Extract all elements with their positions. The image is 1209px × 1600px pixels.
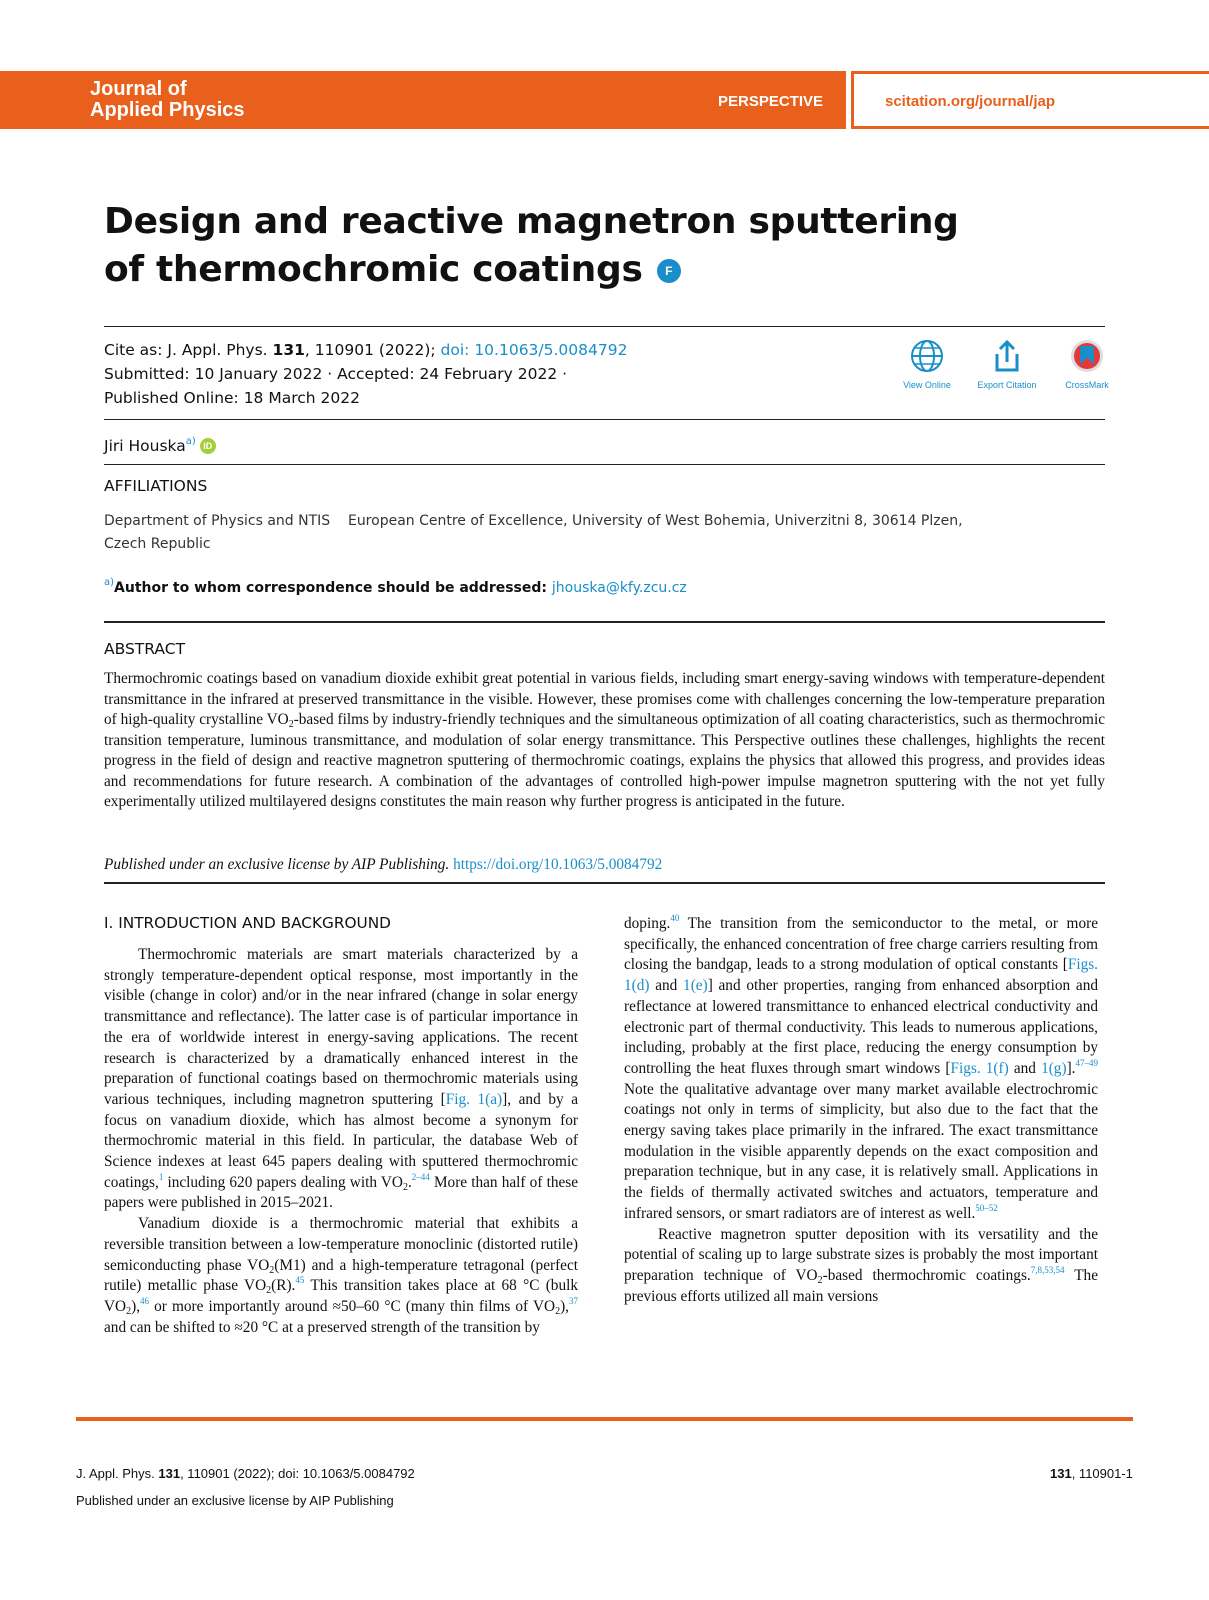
globe-icon — [909, 338, 945, 374]
affiliation-line-1: Department of Physics and NTIS European Centre of Excellence, University of West Bohemia, Univerzitni 8, 30614 Plzen, — [104, 513, 963, 529]
footer-license: Published under an exclusive license by AIP Publishing — [76, 1493, 394, 1508]
author-marker: a) — [185, 436, 196, 447]
view-online-label: View Online — [903, 380, 951, 390]
crossmark-icon — [1069, 338, 1105, 374]
affiliations-heading: AFFILIATIONS — [104, 477, 208, 495]
affiliation-line-2: Czech Republic — [104, 536, 211, 552]
author-name[interactable]: Jiri Houska — [104, 437, 186, 455]
article-title — [104, 198, 984, 294]
footer-citation: J. Appl. Phys. 131, 110901 (2022); doi: 10.1063/5.0084792 — [76, 1466, 415, 1481]
export-citation-button[interactable] — [972, 338, 1042, 390]
doi-link[interactable]: doi: 10.1063/5.0084792 — [440, 341, 628, 359]
journal-name-line1: Journal of — [90, 78, 187, 100]
journal-name-line2: Applied Physics — [90, 99, 245, 121]
article-type: PERSPECTIVE — [718, 93, 824, 110]
title-line-2: of thermochromic coatings — [104, 249, 643, 290]
divider — [104, 882, 1105, 884]
journal-site-link[interactable]: scitation.org/journal/jap — [885, 93, 1056, 110]
crossmark-button[interactable] — [1052, 338, 1122, 390]
abstract-heading: ABSTRACT — [104, 640, 186, 658]
footer-rule — [76, 1417, 1133, 1421]
crossmark-label: CrossMark — [1065, 380, 1109, 390]
citation-line: Cite as: J. Appl. Phys. 131, 110901 (2022); doi: 10.1063/5.0084792 — [104, 341, 628, 359]
page-number: 131, 110901-1 — [1050, 1466, 1133, 1481]
published-date: Published Online: 18 March 2022 — [104, 389, 360, 407]
submitted-dates: Submitted: 10 January 2022 · Accepted: 24 February 2022 · — [104, 365, 568, 383]
orcid-icon[interactable]: iD — [200, 438, 216, 454]
author-email-link[interactable]: jhouska@kfy.zcu.cz — [551, 580, 687, 596]
view-online-button[interactable] — [892, 338, 962, 390]
featured-badge-icon[interactable]: F — [657, 259, 681, 283]
divider — [104, 419, 1105, 420]
license-line: Published under an exclusive license by AIP Publishing. https://doi.org/10.1063/5.0084792 — [104, 856, 663, 873]
body-column-left: Thermochromic materials are smart materials characterized by a strongly temperature-dependent optical response, most importantly in the visible (change in color) and/or in the near infrared (change in solar energy transmittance and reflectance). The latter case is of particular importance in the era of worldwide interest in energy-saving applications. The recent research is characterized by a dramatically enhanced interest in the preparation of functional coatings based on thermochromic materials using various techniques, including magnetron sputtering [Fig. 1(a)], and by a focus on vanadium dioxide, which has almost become a synonym for thermochromic material in this field. In particular, the database Web of Science indexes at least 645 papers dealing with sputtered thermochromic coatings,$^1$ including 620 papers dealing with $VO_2.^{2-44}$ More than half of these papers were published in 2015–2021. Vanadium dioxide is a thermochromic material that exhibits a reversible transition between a low-temperature monoclinic (distorted rutile) semiconducting phase $VO_2(M1)$ and a high-temperature tetragonal (perfect rutile) metallic phase $VO_2(R).^{45}$ This transition takes place at 68 °C (bulk $VO_2),^{46}$ or more importantly around ≈50–60 °C (many thin films of $VO_2),^{37}$ and can be shifted to ≈20 °C at a preserved strength of the transition by — [104, 946, 579, 1336]
journal-logo[interactable] — [90, 79, 245, 121]
export-icon — [989, 338, 1025, 374]
divider — [104, 621, 1105, 623]
divider — [104, 326, 1105, 327]
license-doi-link[interactable]: https://doi.org/10.1063/5.0084792 — [453, 856, 663, 873]
title-line-1: Design and reactive magnetron sputtering — [104, 201, 959, 242]
author-line — [104, 434, 216, 458]
divider — [104, 464, 1105, 465]
export-citation-label: Export Citation — [977, 380, 1037, 390]
section-heading: I. INTRODUCTION AND BACKGROUND — [104, 914, 391, 932]
correspondence-note: $^{a)}$Author to whom correspondence should be addressed: jhouska@kfy.zcu.cz — [104, 577, 687, 596]
abstract-text: Thermochromic coatings based on vanadium dioxide exhibit great potential in various fields, including smart energy-saving windows with temperature-dependent transmittance in the infrared at preserved transmittance in the visible. However, these promises come with challenges concerning the low-temperature preparation of high-quality crystalline $VO_2$-based films by industry-friendly techniques and the simultaneous optimization of all coating characteristics, such as thermochromic transition temperature, luminous transmittance, and modulation of solar energy transmittance. This Perspective outlines these challenges, highlights the recent progress in the field of design and reactive magnetron sputtering of thermochromic coatings, explains the physics that allowed this progress, and provides ideas and recommendations for future research. A combination of the advantages of controlled high-power impulse magnetron sputtering with the not yet fully experimentally utilized multilayered designs constitutes the main reason why further progress is anticipated in the future. — [104, 670, 1105, 810]
body-column-right: doping.$^{40}$ The transition from the semiconductor to the metal, or more specifically, the enhanced concentration of free charge carriers resulting from closing the bandgap, leads to a strong modulation of optical constants [Figs. 1(d) and 1(e)] and other properties, ranging from enhanced absorption and reflectance at lowered transmittance to enhanced electrical conductivity and electronic part of thermal conductivity. This leads to numerous applications, including, probably at the first place, reducing the energy consumption by controlling the heat fluxes through smart windows [Figs. 1(f) and 1(g)].$^{47-49}$ Note the qualitative advantage over many market available electrochromic coatings not only in terms of simplicity, but also due to the fact that the energy saving takes place primarily in the infrared. The exact transmittance modulation in the visible apparently depends on the exact composition and preparation technique, but in any case, it is relatively small. Applications in the fields of thermally activated switches and actuators, temperature and infrared sensors, or smart radiators are of interest as well.$^{50-52}$ Reactive magnetron sputter deposition with its versatility and the potential of scaling up to large substrate sizes is probably the most important preparation technique of $VO_2$-based thermochromic coatings.$^{7,8,53,54}$ The previous efforts utilized all main versions — [624, 913, 1098, 1305]
